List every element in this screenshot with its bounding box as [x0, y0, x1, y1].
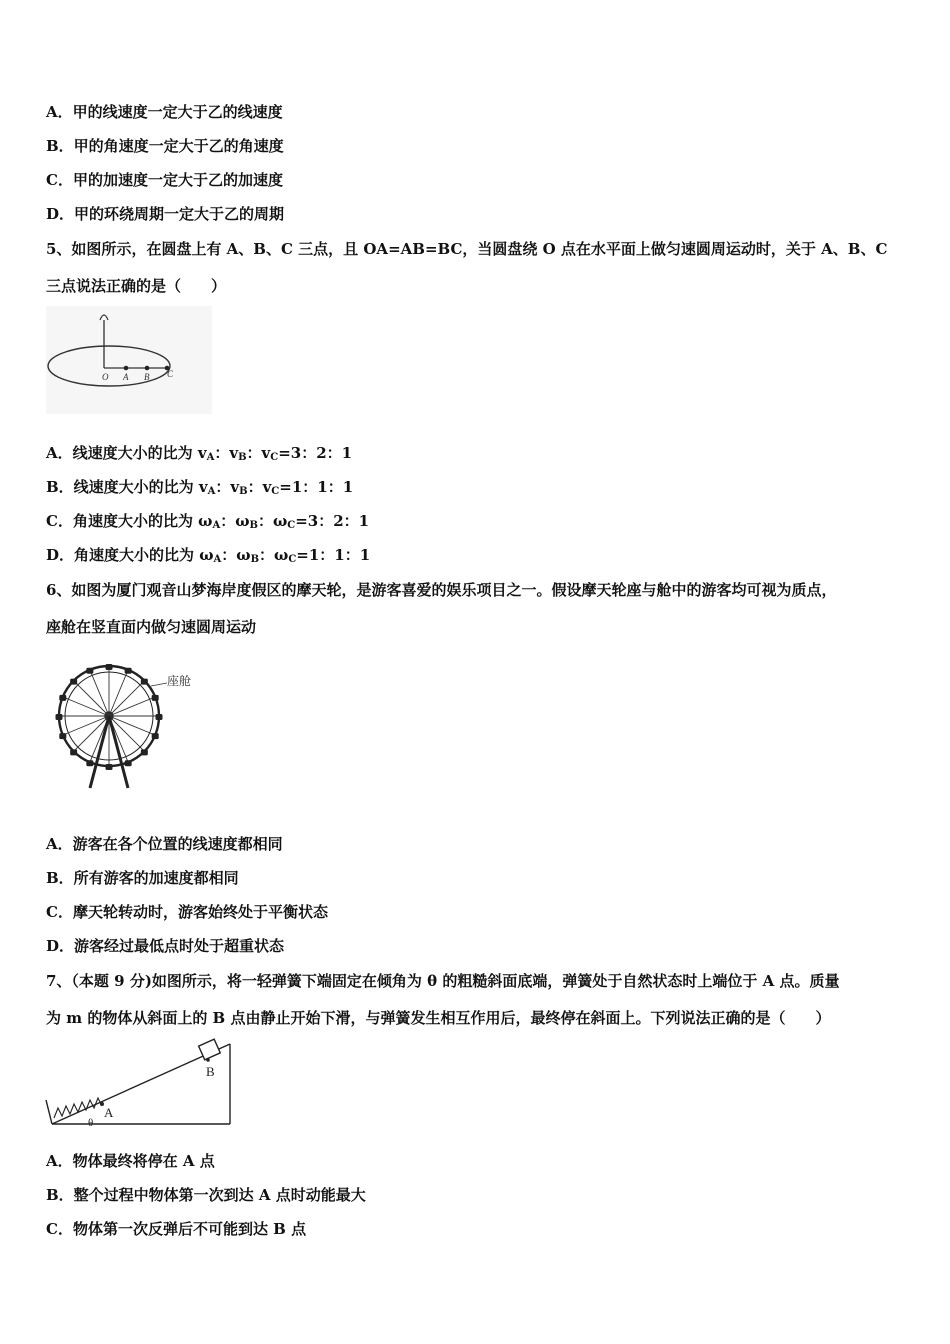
cabin-icon — [56, 714, 63, 720]
cabin-icon — [152, 695, 159, 701]
label-pointer — [151, 683, 167, 686]
cabin-icon — [70, 679, 77, 685]
q6-stem-line2: 座舱在竖直面内做匀速圆周运动 — [46, 618, 257, 636]
q5-option-b: B．线速度大小的比为 $v_A$：$v_B$：$v_C=1$：1：1 — [46, 478, 354, 497]
support-leg-right — [109, 716, 128, 788]
cabin-icon — [106, 664, 113, 670]
label-a: A — [123, 372, 129, 382]
q4-option-a: A．甲的线速度一定大于乙的线速度 — [46, 103, 283, 121]
q7-incline-spring-figure — [44, 1038, 234, 1128]
q5-stem-line2: 三点说法正确的是（ ） — [46, 277, 227, 295]
cabin-icon — [59, 733, 66, 739]
cabin-icon — [59, 695, 66, 701]
figure-background — [46, 306, 212, 414]
q6-option-a: A．游客在各个位置的线速度都相同 — [46, 835, 283, 853]
q7-option-c: C．物体第一次反弹后不可能到达 B 点 — [46, 1220, 307, 1238]
spring-icon — [54, 1098, 102, 1118]
cabin-icon — [141, 749, 148, 755]
point-a-dot — [124, 366, 129, 371]
cabin-icon — [86, 668, 93, 674]
q7-stem-line1: 7、（本题 9 分)如图所示，将一轻弹簧下端固定在倾角为 θ 的粗糙斜面底端，弹簧处于自然状态时上端位于 A 点。质量 — [46, 972, 840, 990]
q5-option-c: C．角速度大小的比为 $\omega_A$：$\omega_B$：$\omega_C=3$：2：1 — [46, 512, 370, 531]
q5-stem-line1: 5、如图所示，在圆盘上有 A、B、C 三点，且 OA=AB=BC，当圆盘绕 O 点在水平面上做匀速圆周运动时，关于 A、B、C — [46, 240, 888, 258]
cabin-icon — [156, 714, 163, 720]
q7-stem-line2: 为 m 的物体从斜面上的 B 点由静止开始下滑，与弹簧发生相互作用后，最终停在斜面上。下列说法正确的是（ ） — [46, 1009, 831, 1027]
label-b: B — [144, 372, 150, 382]
q4-option-c: C．甲的加速度一定大于乙的加速度 — [46, 171, 283, 189]
q7-option-b: B．整个过程中物体第一次到达 A 点时动能最大 — [46, 1186, 366, 1204]
cabin-icon — [70, 749, 77, 755]
cabin-icon — [152, 733, 159, 739]
spoke — [109, 681, 144, 716]
q4-option-b: B．甲的角速度一定大于乙的角速度 — [46, 137, 284, 155]
q6-option-b: B．所有游客的加速度都相同 — [46, 869, 239, 887]
cabin-icon — [86, 760, 93, 766]
label-b: B — [206, 1064, 215, 1079]
q5-option-d: D．角速度大小的比为 $\omega_A$：$\omega_B$：$\omega_C=1$：1：1 — [46, 546, 371, 565]
q6-stem-line1: 6、如图为厦门观音山梦海岸度假区的摩天轮，是游客喜爱的娱乐项目之一。假设摩天轮座与舱中的游客均可视为质点， — [46, 581, 837, 599]
support-leg-left — [90, 716, 109, 788]
label-c: C — [167, 369, 174, 379]
cabin-icon — [125, 760, 132, 766]
q4-option-d: D．甲的环绕周期一定大于乙的周期 — [46, 205, 285, 223]
point-b-dot — [206, 1058, 210, 1062]
spoke — [74, 681, 109, 716]
q6-option-c: C．摩天轮转动时，游客始终处于平衡状态 — [46, 903, 328, 921]
label-a: A — [104, 1105, 114, 1120]
cabin-label: 座舱 — [167, 674, 192, 688]
cabin-icon — [125, 668, 132, 674]
q6-ferris-wheel-figure — [52, 650, 202, 792]
label-o: O — [102, 372, 109, 382]
wall — [46, 1100, 52, 1124]
q7-option-a: A．物体最终将停在 A 点 — [46, 1152, 215, 1170]
q5-option-a: A．线速度大小的比为 $v_A$：$v_B$：$v_C=3$：2：1 — [46, 444, 353, 463]
q6-option-d: D．游客经过最低点时处于超重状态 — [46, 937, 285, 955]
cabin-icon — [106, 764, 113, 770]
point-b-dot — [145, 366, 150, 371]
cabin-icon — [141, 679, 148, 685]
label-theta: θ — [88, 1117, 94, 1128]
q5-rotating-disk-figure — [46, 306, 212, 414]
